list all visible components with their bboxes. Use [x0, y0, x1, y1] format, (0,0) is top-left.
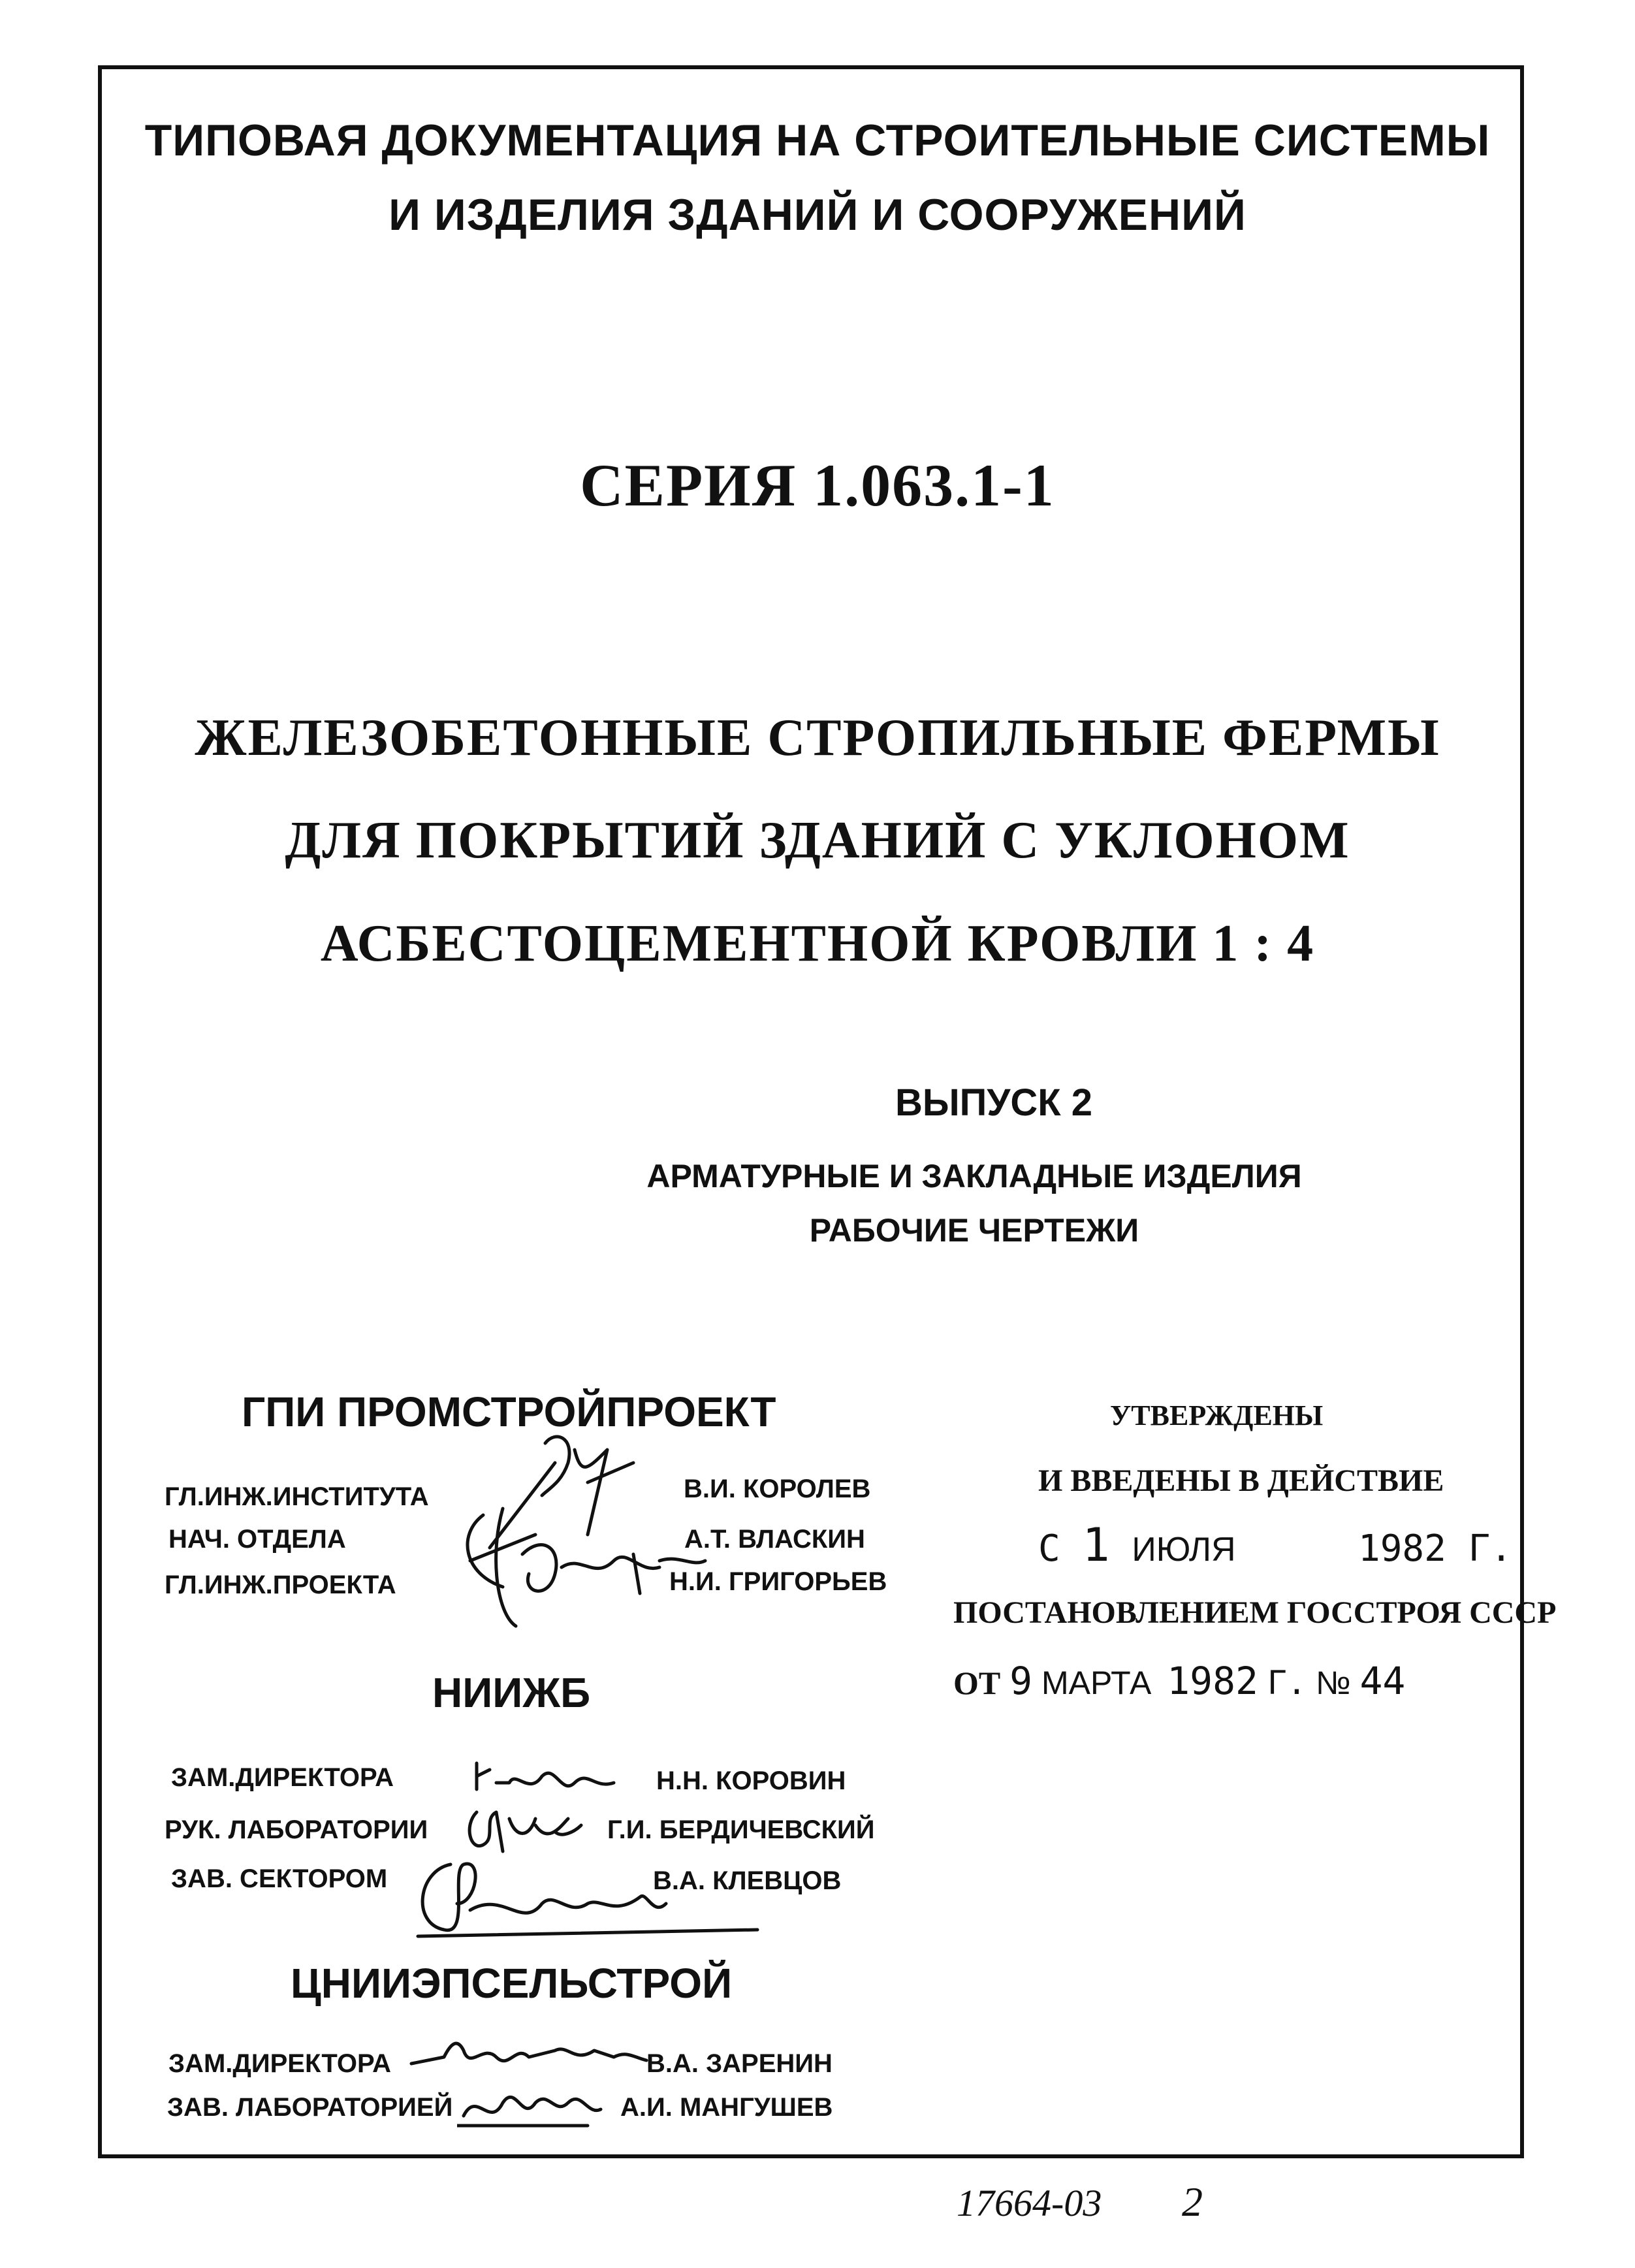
series-number: СЕРИЯ 1.063.1-1 [580, 452, 1055, 519]
date-month: ИЮЛЯ [1132, 1531, 1236, 1569]
signature-vlaskin [444, 1495, 718, 1639]
decree-year: 1982 [1167, 1659, 1258, 1703]
approval-line-2: И ВВЕДЕНЫ В ДЕЙСТВИЕ [1038, 1463, 1444, 1498]
signatory-position: ЗАМ.ДИРЕКТОРА [168, 2049, 391, 2078]
header-line-2: И ИЗДЕЛИЯ ЗДАНИЙ И СООРУЖЕНИЙ [389, 190, 1246, 240]
approval-decree: ПОСТАНОВЛЕНИЕМ ГОССТРОЯ СССР [953, 1595, 1557, 1630]
signatory-position: ЗАМ.ДИРЕКТОРА [171, 1763, 394, 1792]
decree-month: МАРТА [1041, 1665, 1152, 1701]
date-suffix: Г. [1468, 1527, 1513, 1570]
signatory-name: В.И. КОРОЛЕВ [684, 1475, 871, 1503]
signatory-name: В.А. ЗАРЕНИН [646, 2049, 833, 2078]
signature-zarenin [405, 2031, 653, 2083]
signatory-name: В.А. КЛЕВЦОВ [653, 1866, 842, 1895]
title-line-2: ДЛЯ ПОКРЫТИЙ ЗДАНИЙ С УКЛОНОМ [285, 812, 1350, 869]
signatory-name: Н.Н. КОРОВИН [656, 1766, 846, 1795]
decree-suffix: Г. [1267, 1664, 1307, 1702]
signatory-position: НАЧ. ОТДЕЛА [168, 1525, 346, 1554]
decree-number: 44 [1359, 1659, 1406, 1703]
footer-doc-code: 17664-03 [957, 2182, 1102, 2224]
date-year: 1982 [1358, 1527, 1446, 1570]
approval-date [1038, 1518, 1512, 1572]
footer-page-number: 2 [1182, 2179, 1203, 2225]
decree-prefix: ОТ [953, 1665, 1001, 1701]
decree-number-label: № [1315, 1665, 1351, 1701]
approval-decree-date [953, 1659, 1405, 1703]
signatory-name: Г.И. БЕРДИЧЕВСКИЙ [607, 1815, 875, 1844]
signatory-position: ГЛ.ИНЖ.ПРОЕКТА [165, 1571, 396, 1599]
approval-line-1: УТВЕРЖДЕНЫ [1110, 1399, 1324, 1431]
signatory-position: ЗАВ. ЛАБОРАТОРИЕЙ [167, 2093, 453, 2122]
issue-subtitle-1: АРМАТУРНЫЕ И ЗАКЛАДНЫЕ ИЗДЕЛИЯ [646, 1158, 1302, 1194]
issue-subtitle-2: РАБОЧИЕ ЧЕРТЕЖИ [809, 1212, 1139, 1249]
date-prefix: С [1038, 1527, 1060, 1570]
issue-label: ВЫПУСК 2 [895, 1081, 1093, 1124]
signatory-position: ЗАВ. СЕКТОРОМ [171, 1864, 388, 1893]
org-name: НИИЖБ [432, 1669, 591, 1716]
signature-mangushev [457, 2077, 607, 2135]
decree-day: 9 [1009, 1659, 1033, 1703]
signatory-position: РУК. ЛАБОРАТОРИИ [165, 1815, 428, 1844]
signature-klevtsov [405, 1851, 770, 1943]
date-day: 1 [1082, 1518, 1110, 1572]
header-line-1: ТИПОВАЯ ДОКУМЕНТАЦИЯ НА СТРОИТЕЛЬНЫЕ СИСТЕМЫ [144, 116, 1491, 165]
title-line-3: АСБЕСТОЦЕМЕНТНОЙ КРОВЛИ 1 : 4 [320, 915, 1315, 972]
title-line-1: ЖЕЛЕЗОБЕТОННЫЕ СТРОПИЛЬНЫЕ ФЕРМЫ [195, 709, 1440, 767]
signatory-name: А.Т. ВЛАСКИН [684, 1525, 865, 1554]
signatory-name: Н.И. ГРИГОРЬЕВ [669, 1567, 887, 1596]
signatory-position: ГЛ.ИНЖ.ИНСТИТУТА [165, 1482, 429, 1511]
org-name: ЦНИИЭПСЕЛЬСТРОЙ [291, 1960, 733, 2007]
org-name: ГПИ ПРОМСТРОЙПРОЕКТ [242, 1388, 776, 1435]
signatory-name: А.И. МАНГУШЕВ [620, 2093, 833, 2122]
